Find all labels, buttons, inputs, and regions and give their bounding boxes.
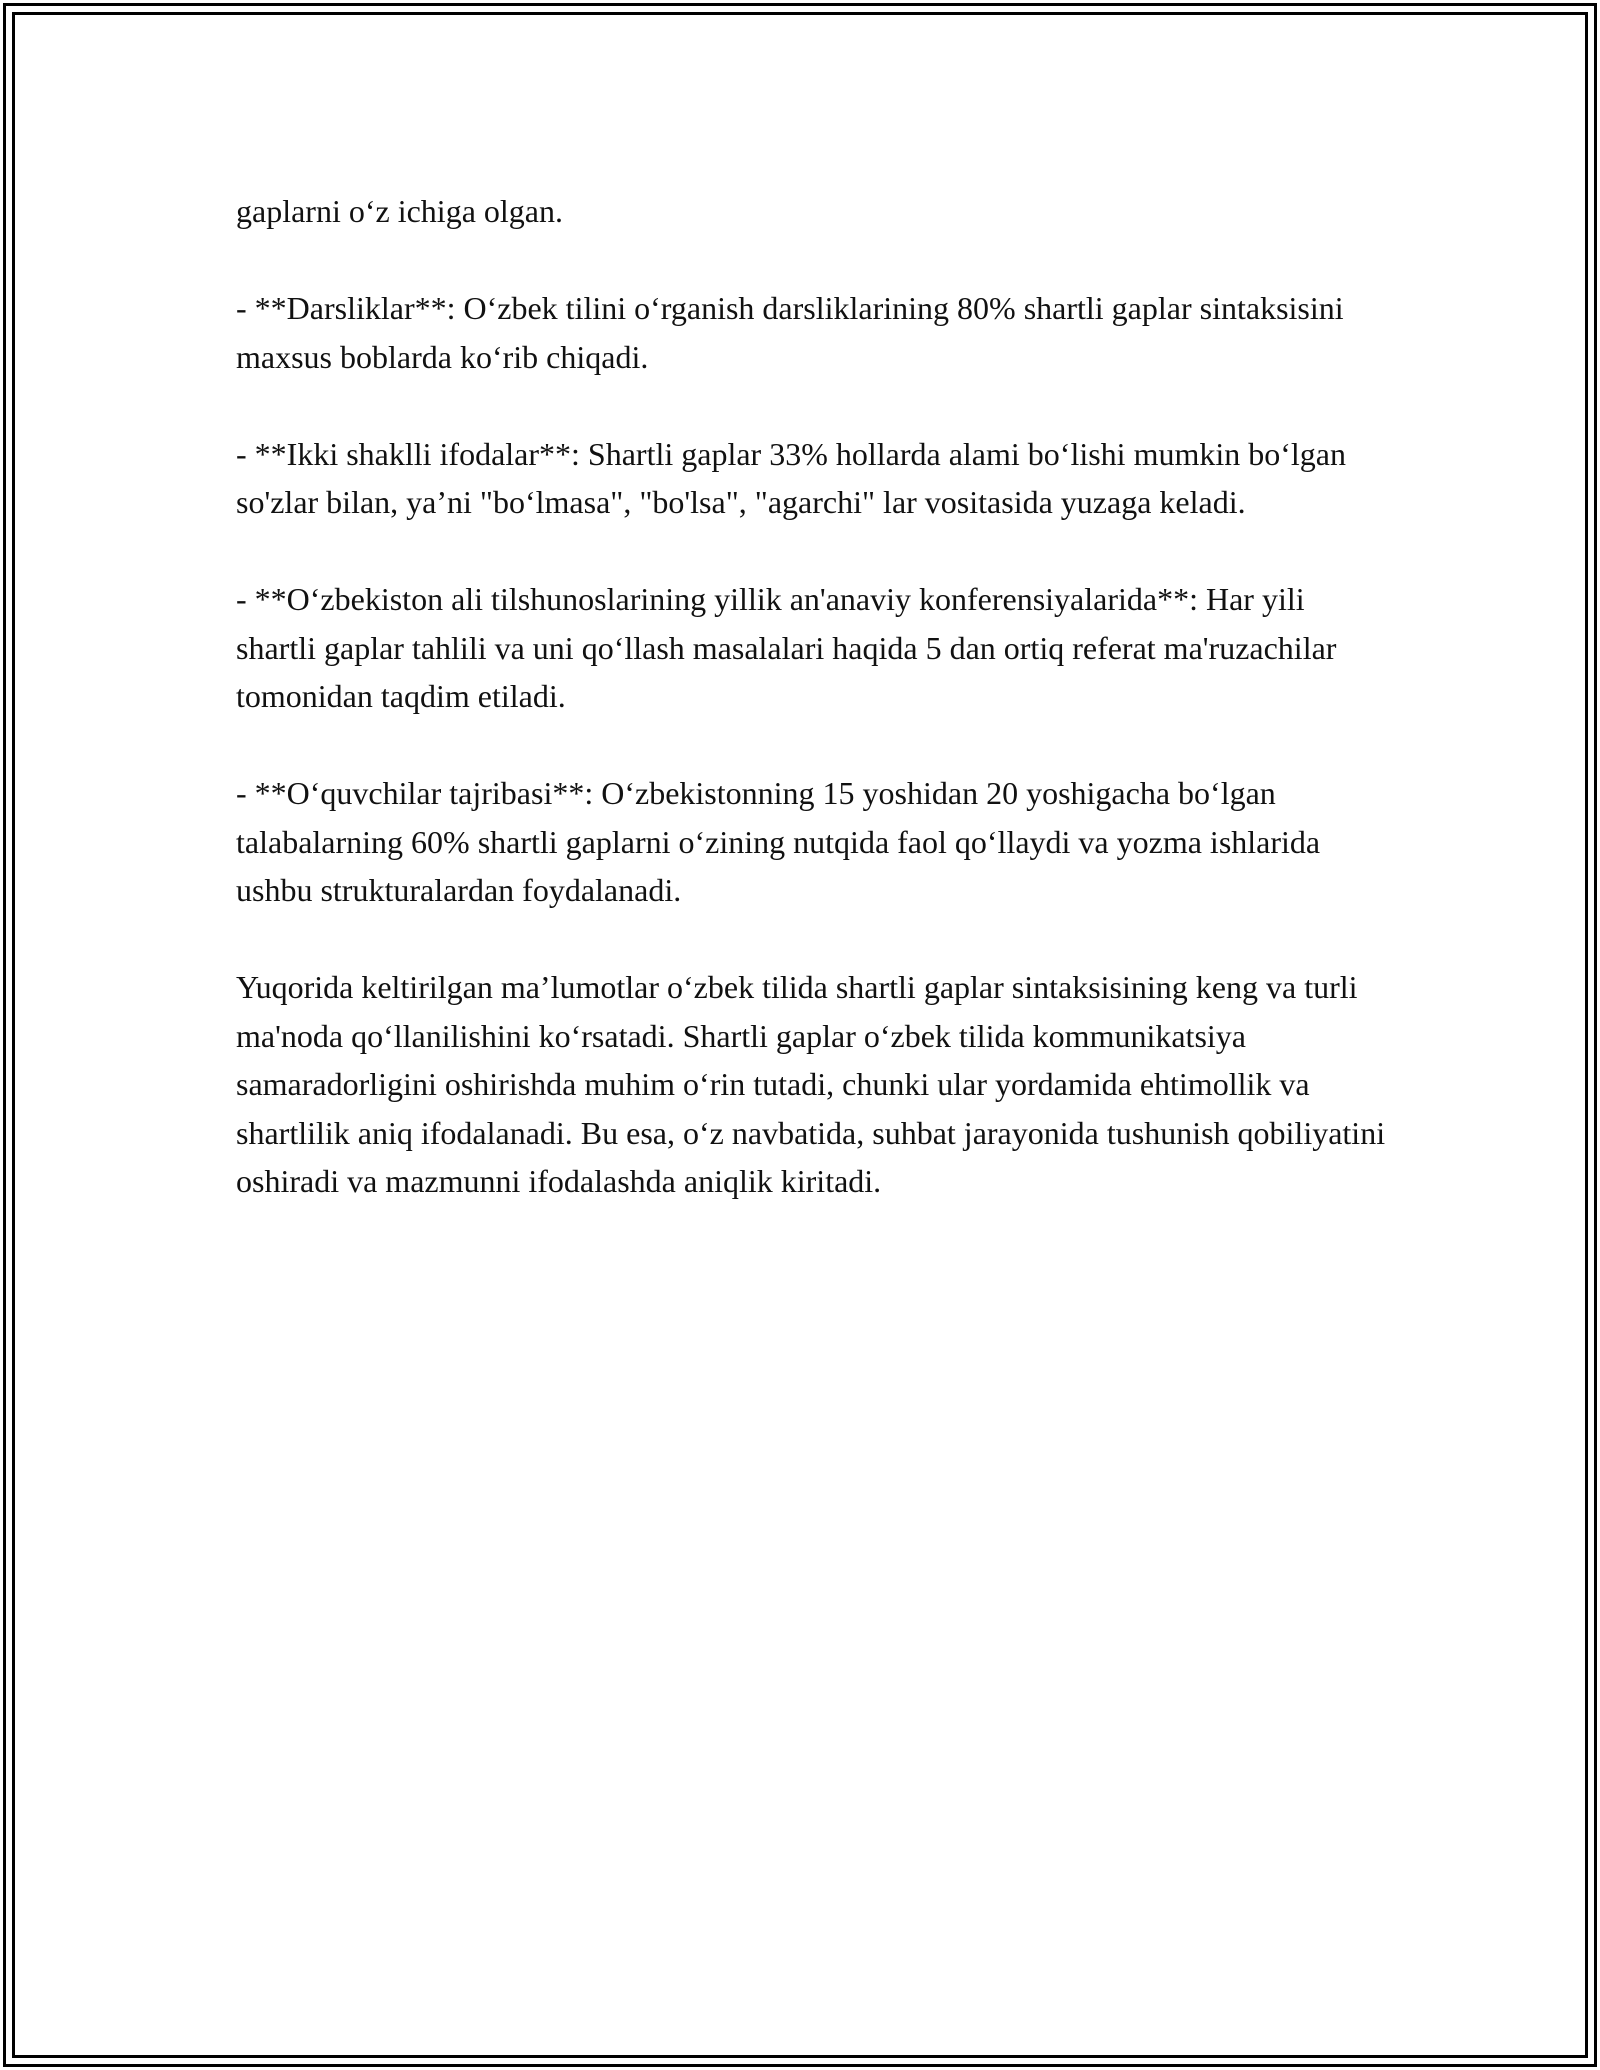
paragraph-conclusion: Yuqorida keltirilgan ma’lumotlar o‘zbek tilida shartli gaplar sintaksisining keng va turli ma'noda qo‘llanilishini ko‘rsatadi. Shartli gaplar o‘zbek tilida kommunikatsiya samaradorligini oshirishda muhim o‘rin tutadi, chunki ular yordamida ehtimollik va shartlilik aniq ifodalanadi. Bu esa, o‘z navbatida, suhbat jarayonida tushunish qobiliyatini oshiradi va mazmunni ifodalashda aniqlik kiritadi. (236, 969, 1386, 1199)
paragraph-continuation: gaplarni o‘z ichiga olgan. (236, 193, 563, 229)
paragraph-oquvchilar: - **O‘quvchilar tajribasi**: O‘zbekistonning 15 yoshidan 20 yoshigacha bo‘lgan talabalarning 60% shartli gaplarni o‘zining nutqida faol qo‘llaydi va yozma ishlarida ushbu strukturalardan foydalanadi. (236, 775, 1321, 908)
paragraph-konferensiyalar: - **O‘zbekiston ali tilshunoslarining yillik an'anaviy konferensiyalarida**: Har yili shartli gaplar tahlili va uni qo‘llash masalalari haqida 5 dan ortiq referat ma'ruzachilar tomonidan taqdim etiladi. (236, 581, 1337, 714)
document-body (236, 187, 1386, 1254)
paragraph-ikki-shaklli: - **Ikki shaklli ifodalar**: Shartli gaplar 33% hollarda alami bo‘lishi mumkin bo‘lgan so'zlar bilan, ya’ni "bo‘lmasa", "bo'lsa", "agarchi" lar vositasida yuzaga keladi. (236, 435, 1346, 520)
paragraph-darsliklar: - **Darsliklar**: O‘zbek tilini o‘rganish darsliklarining 80% shartli gaplar sintaksisini maxsus boblarda ko‘rib chiqadi. (236, 290, 1344, 375)
